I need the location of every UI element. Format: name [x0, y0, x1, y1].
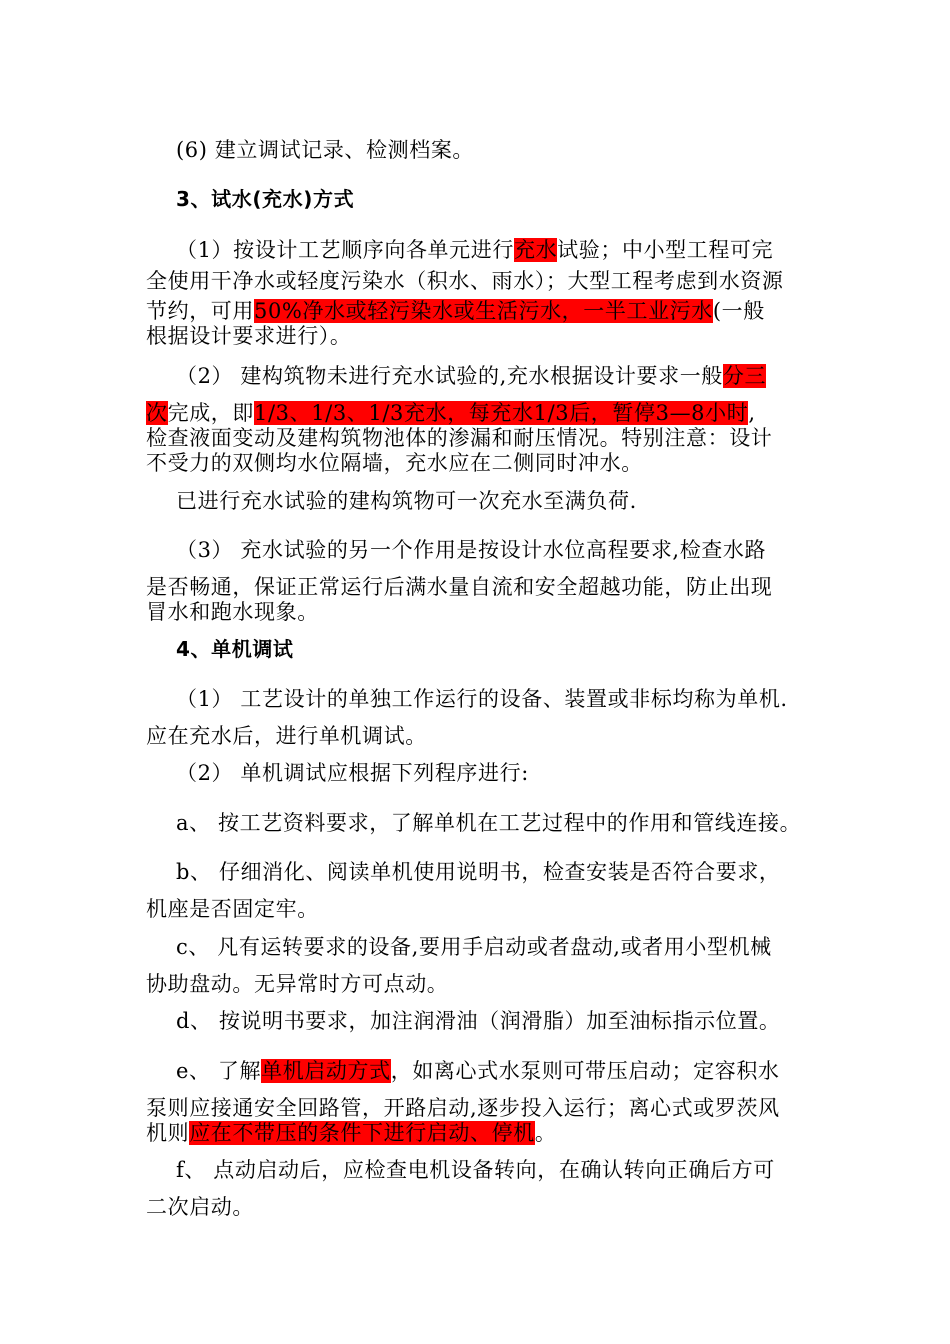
paragraph-line [146, 574, 772, 600]
text-segment: 机则 [146, 1121, 190, 1145]
paragraph-line [146, 400, 756, 426]
paragraph-line [146, 323, 352, 349]
section-heading-3 [176, 186, 354, 212]
paragraph-line [176, 488, 637, 514]
paragraph-line [146, 723, 427, 749]
list-item-e [176, 1058, 780, 1084]
list-item-f [176, 1157, 775, 1183]
text-segment: 不受力的双侧均水位隔墙，充水应在二侧同时冲水。 [146, 451, 643, 475]
text-segment: （2） 建构筑物未进行充水试验的,充水根据设计要求一般 [176, 364, 723, 388]
paragraph-line [146, 971, 448, 997]
text-segment: , [748, 401, 756, 425]
text-segment: 应在充水后，进行单机调试。 [146, 724, 427, 748]
highlighted-text: 充水 [513, 238, 558, 262]
text-segment: 完成，即 [167, 401, 255, 425]
paragraph-line [146, 1120, 556, 1146]
paragraph-line [146, 298, 765, 324]
paragraph-line [146, 425, 772, 451]
paragraph-line [176, 686, 788, 712]
text-segment: 根据设计要求进行）。 [146, 324, 352, 348]
text-segment: （1）按设计工艺顺序向各单元进行 [176, 238, 514, 262]
section-heading-4 [176, 636, 294, 662]
paragraph-line [146, 1194, 254, 1220]
paragraph-line [176, 237, 773, 263]
text-segment: 已进行充水试验的建构筑物可一次充水至满负荷. [176, 489, 637, 513]
text-segment: 协助盘动。无异常时方可点动。 [146, 972, 449, 996]
list-item-d [176, 1008, 781, 1034]
text-segment: (一般 [712, 299, 765, 323]
list-item-c [176, 934, 772, 960]
text-segment: (6) 建立调试记录、检测档案。 [176, 138, 475, 162]
paragraph-line [176, 363, 766, 389]
list-item-a [176, 810, 801, 836]
highlighted-text: 50%净水或轻污染水或生活污水，一半工业污水 [254, 299, 713, 323]
paragraph-line [146, 599, 319, 625]
text-segment: （3） 充水试验的另一个作用是按设计水位高程要求,检查水路 [176, 538, 767, 562]
paragraph-line [146, 268, 784, 294]
text-segment: 3、试水(充水)方式 [176, 187, 355, 211]
paragraph-line [176, 760, 529, 786]
text-segment: ，如离心式水泵则可带压启动；定容积水 [390, 1059, 780, 1083]
text-segment: 。 [534, 1121, 557, 1145]
text-segment: b、 仔细消化、阅读单机使用说明书，检查安装是否符合要求， [176, 860, 781, 884]
text-segment: 全使用干净水或轻度污染水（积水、雨水）；大型工程考虑到水资源 [146, 269, 784, 293]
text-segment: c、 凡有运转要求的设备,要用手启动或者盘动,或者用小型机械 [176, 935, 772, 959]
text-segment: （1） 工艺设计的单独工作运行的设备、装置或非标均称为单机. [176, 687, 788, 711]
text-segment: e、 了解 [176, 1059, 262, 1083]
text-segment: f、 点动启动后，应检查电机设备转向，在确认转向正确后方可 [176, 1158, 775, 1182]
text-segment: 试验；中小型工程可完 [557, 238, 774, 262]
list-item-6 [176, 137, 474, 163]
paragraph-line [146, 1095, 780, 1121]
highlighted-text: 单机启动方式 [261, 1059, 391, 1083]
text-segment: （2） 单机调试应根据下列程序进行: [176, 761, 529, 785]
text-segment: d、 按说明书要求，加注润滑油（润滑脂）加至油标指示位置。 [176, 1009, 781, 1033]
paragraph-line [176, 537, 766, 563]
list-item-b [176, 859, 781, 885]
highlighted-text: 分三 [722, 364, 767, 388]
text-segment: 二次启动。 [146, 1195, 254, 1219]
text-segment: 冒水和跑水现象。 [146, 600, 319, 624]
paragraph-line [146, 896, 319, 922]
text-segment: 4、单机调试 [176, 637, 294, 661]
text-segment: 是否畅通，保证正常运行后满水量自流和安全超越功能，防止出现 [146, 575, 773, 599]
paragraph-line [146, 450, 643, 476]
highlighted-text: 次 [146, 401, 168, 425]
highlighted-text: 1/3、1/3、1/3充水，每充水1/3后，暂停3—8小时 [254, 401, 749, 425]
text-segment: a、 按工艺资料要求，了解单机在工艺过程中的作用和管线连接。 [176, 811, 802, 835]
text-segment: 节约，可用 [146, 299, 254, 323]
text-segment: 机座是否固定牢。 [146, 897, 319, 921]
text-segment: 检查液面变动及建构筑物池体的渗漏和耐压情况。特别注意：设计 [146, 426, 773, 450]
highlighted-text: 应在不带压的条件下进行启动、停机 [189, 1121, 535, 1145]
text-segment: 泵则应接通安全回路管，开路启动,逐步投入运行；离心式或罗茨风 [146, 1096, 780, 1120]
